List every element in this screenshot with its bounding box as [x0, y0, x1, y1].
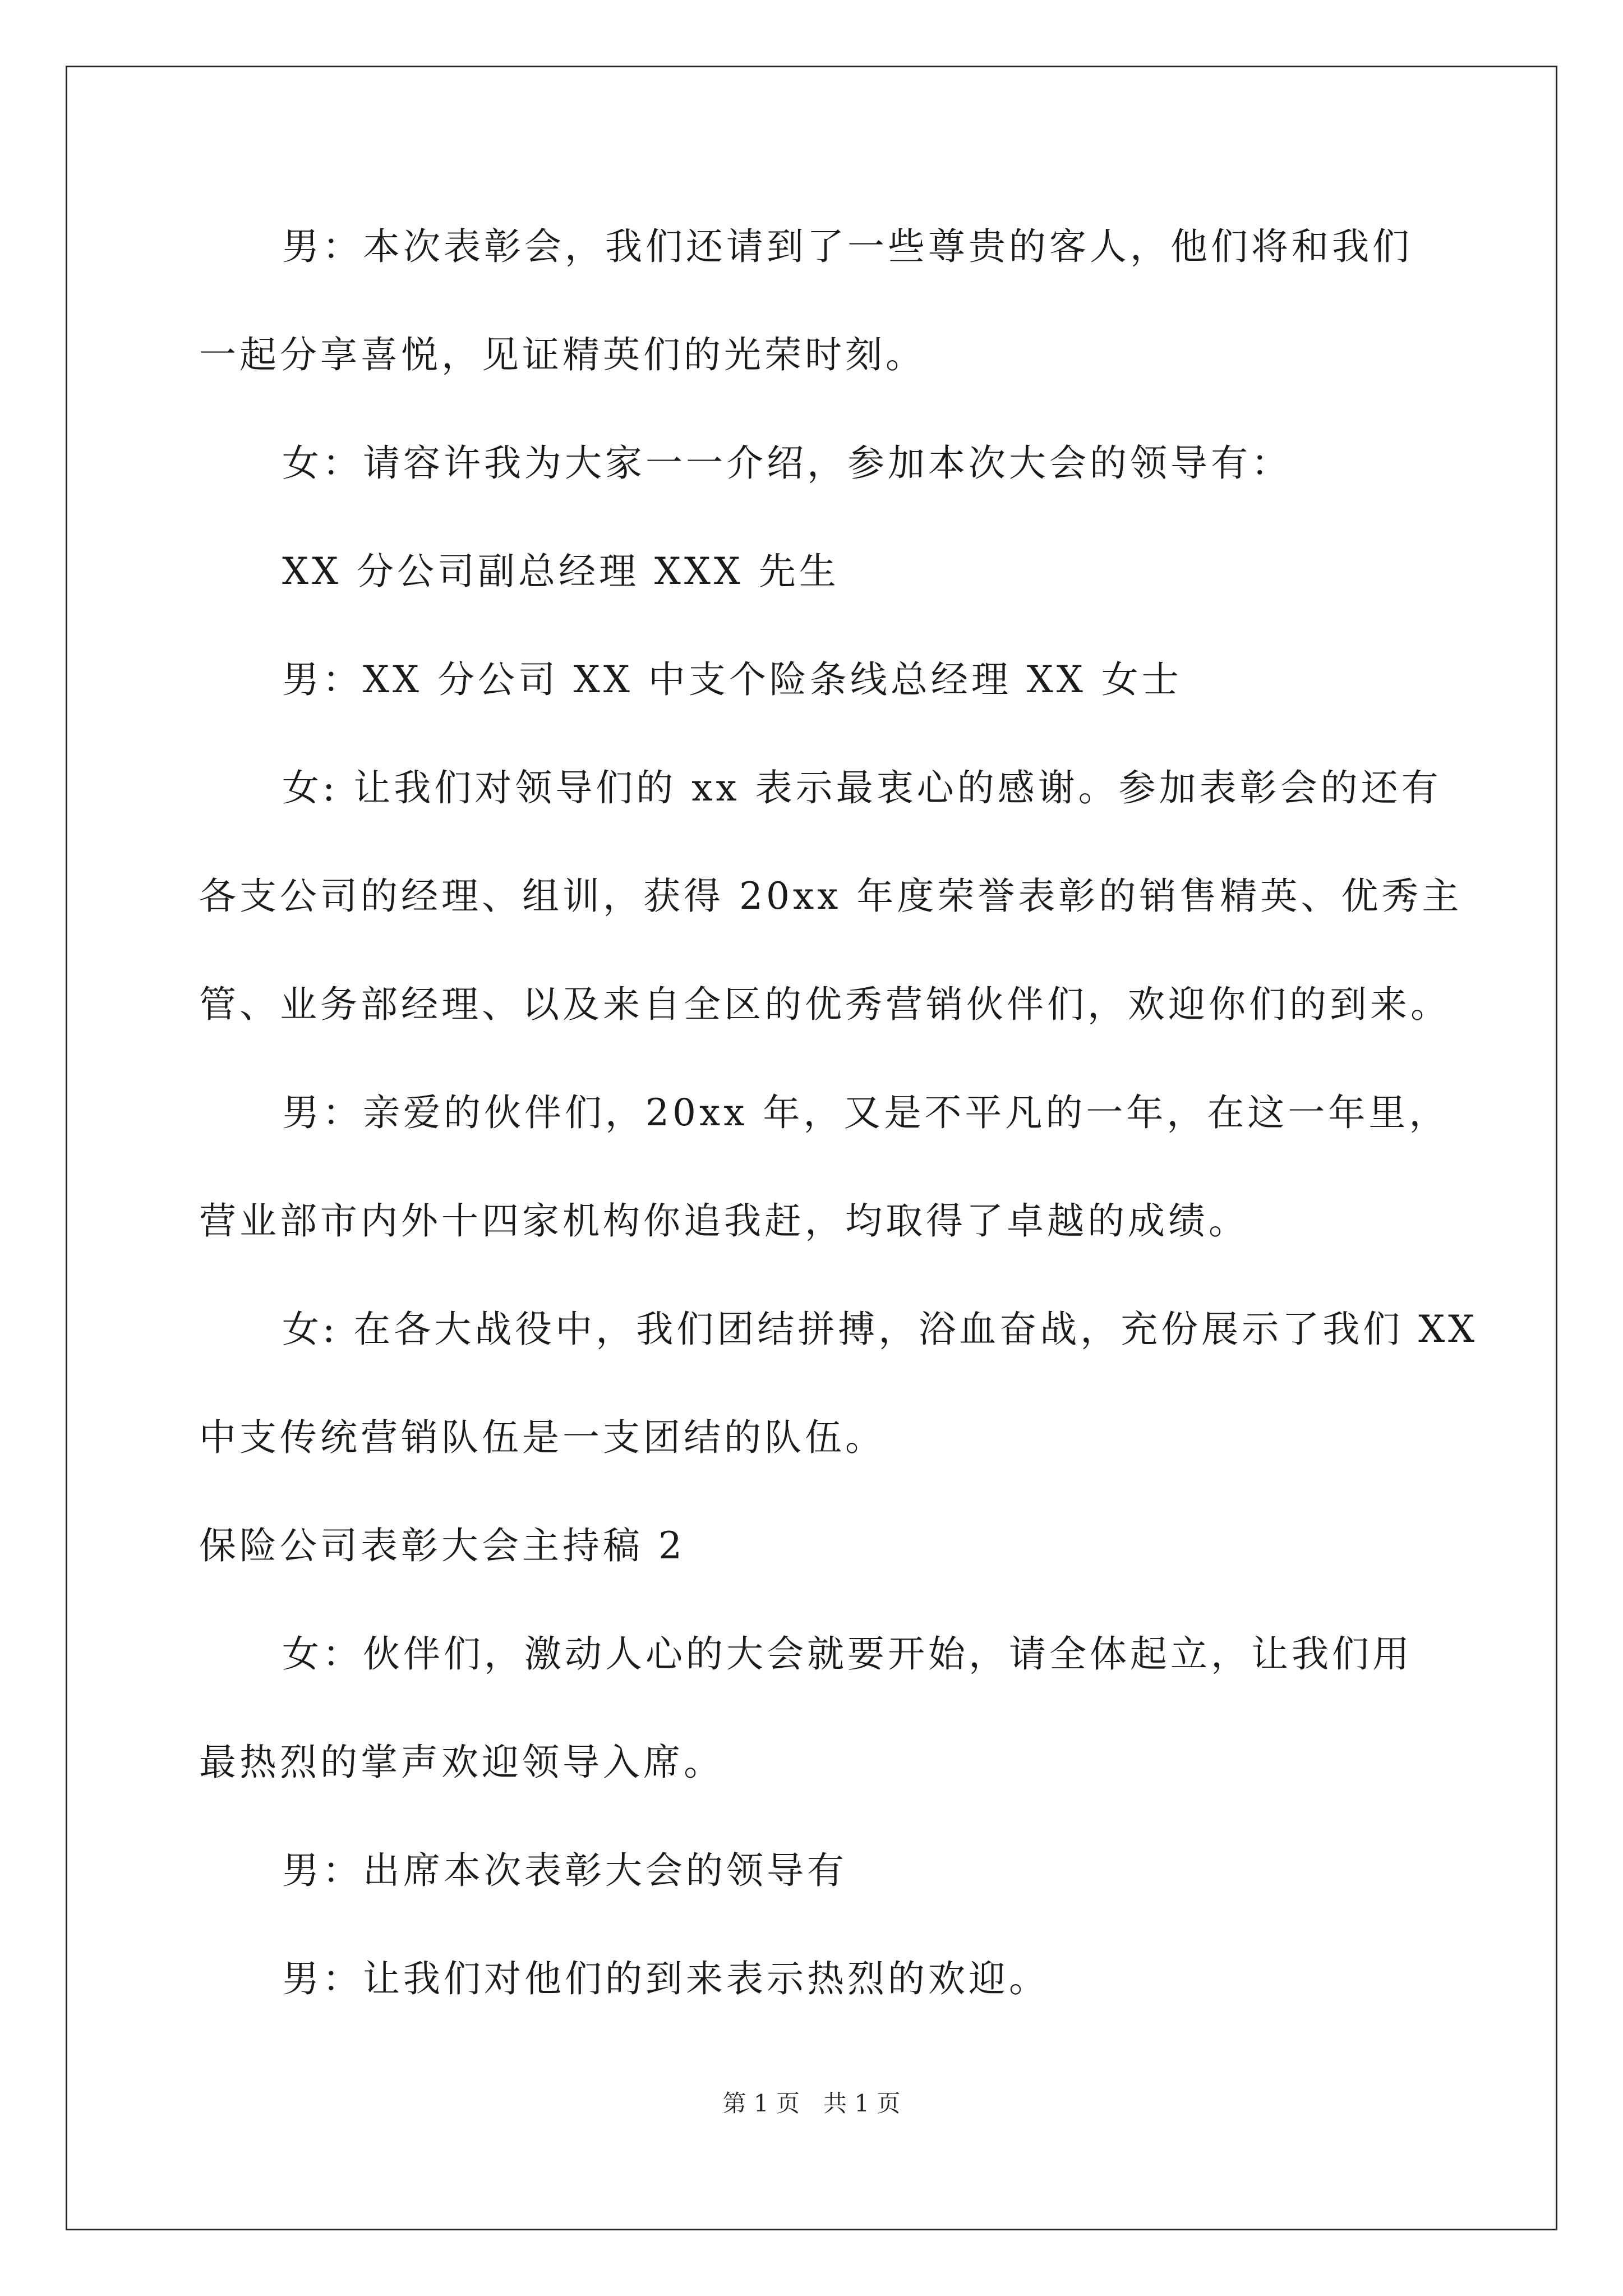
- paragraph-line: 男：让我们对他们的到来表示热烈的欢迎。: [282, 1957, 1049, 2000]
- page-border: [66, 66, 1557, 2230]
- paragraph-line: 男：XX 分公司 XX 中支个险条线总经理 XX 女士: [282, 658, 1182, 701]
- paragraph-line: 男：出席本次表彰大会的领导有: [282, 1849, 847, 1892]
- paragraph-line: 女: 让我们对领导们的 xx 表示最衷心的感谢。参加表彰会的还有: [282, 766, 1442, 809]
- paragraph-line: 女: 在各大战役中，我们团结拼搏，浴血奋战，充份展示了我们 XX: [282, 1308, 1478, 1351]
- paragraph-line: 女：伙伴们，激动人心的大会就要开始，请全体起立，让我们用: [282, 1632, 1413, 1676]
- paragraph-line: XX 分公司副总经理 XXX 先生: [282, 550, 840, 593]
- paragraph-line: 男：本次表彰会，我们还请到了一些尊贵的客人，他们将和我们: [282, 225, 1413, 268]
- paragraph-line: 营业部市内外十四家机构你追我赶，均取得了卓越的成绩。: [199, 1199, 1249, 1243]
- section-heading: 保险公司表彰大会主持稿 2: [199, 1524, 685, 1567]
- paragraph-line: 中支传统营销队伍是一支团结的队伍。: [199, 1416, 886, 1459]
- paragraph-line: 一起分享喜悦，见证精英们的光荣时刻。: [199, 333, 926, 376]
- paragraph-line: 男：亲爱的伙伴们，20xx 年，又是不平凡的一年，在这一年里，: [282, 1091, 1450, 1134]
- paragraph-line: 女：请容许我为大家一一介绍，参加本次大会的领导有：: [282, 441, 1292, 485]
- paragraph-line: 管、业务部经理、以及来自全区的优秀营销伙伴们，欢迎你们的到来。: [199, 983, 1451, 1026]
- paragraph-line: 各支公司的经理、组训，获得 20xx 年度荣誉表彰的销售精英、优秀主: [199, 875, 1463, 918]
- page-number-footer: 第 1 页 共 1 页: [722, 2090, 901, 2117]
- paragraph-line: 最热烈的掌声欢迎领导入席。: [199, 1741, 724, 1784]
